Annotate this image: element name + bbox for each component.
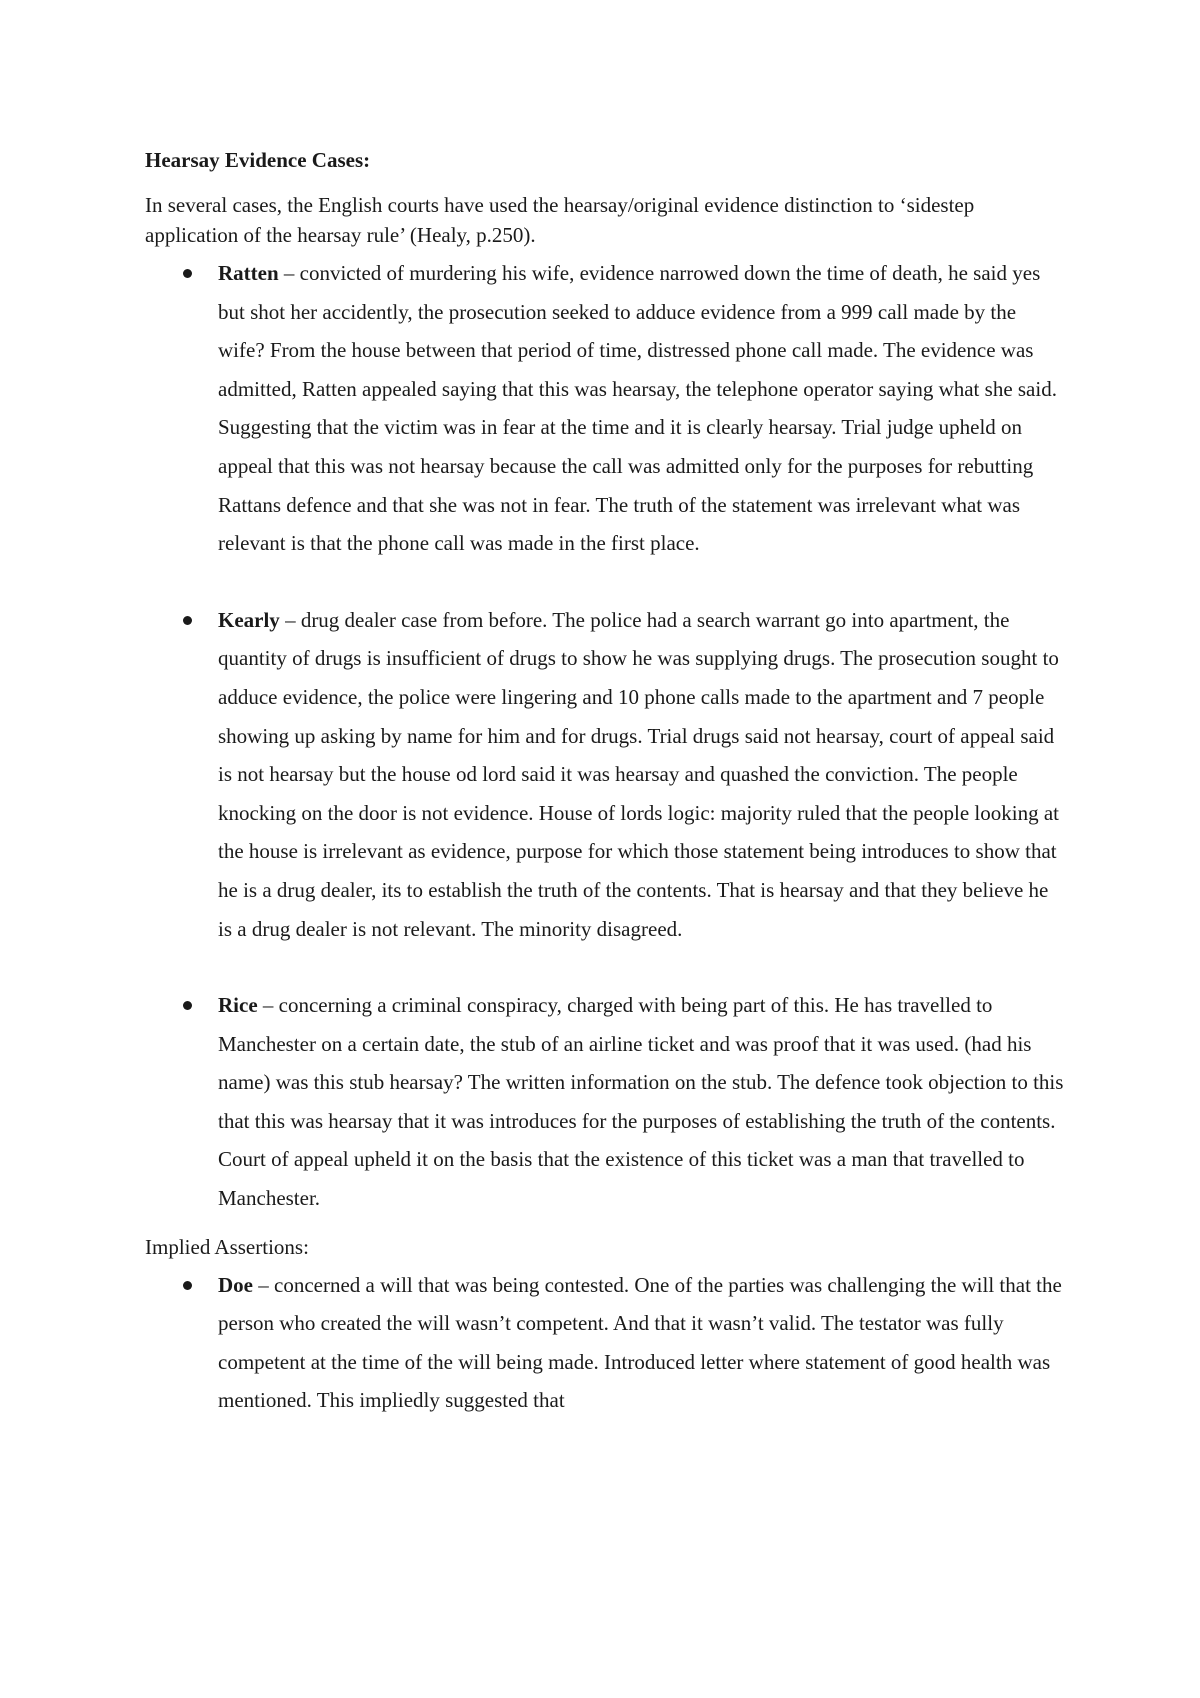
case-name: Ratten bbox=[218, 261, 279, 285]
case-name: Doe bbox=[218, 1272, 253, 1297]
page-title: Hearsay Evidence Cases: bbox=[145, 148, 371, 172]
bullet-icon bbox=[183, 1001, 192, 1010]
case-text: – drug dealer case from before. The police had a search warrant go into apartment, the quantity of drugs is insufficient of drugs to show he was supplying drugs. The prosecution sought to adduce evidence, the police were lingering and 10 phone calls made to the apartment and 7 people showing up asking by name for him and for drugs. Trial drugs said not hearsay, court of appeal said is not hearsay but the house od lord said it was hearsay and quashed the conviction. The people knocking on the door is not evidence. House of lords logic: majority ruled that the people looking at the house is irrelevant as evidence, purpose for which those statement being introduces to show that he is a drug dealer, its to establish the truth of the contents. That is hearsay and that they believe he is a drug dealer is not relevant. The minority disagreed. bbox=[218, 607, 1059, 941]
list-item bbox=[145, 254, 1065, 563]
bullet-icon bbox=[183, 616, 192, 625]
case-text: – concerning a criminal conspiracy, charged with being part of this. He has travelled to Manchester on a certain date, the stub of an airline ticket and was proof that it was used. (had his name) was this stub hearsay? The written information on the stub. The defence took objection to this that this was hearsay that it was introduces for the purposes of establishing the truth of the contents. Court of appeal upheld it on the basis that the existence of this ticket was a man that travelled to Manchester. bbox=[218, 993, 1064, 1211]
list-item bbox=[145, 601, 1065, 948]
section-heading: Implied Assertions: bbox=[145, 1234, 309, 1259]
list-item bbox=[145, 1266, 1065, 1420]
case-text: – convicted of murdering his wife, evidence narrowed down the time of death, he said yes but shot her accidently, the prosecution seeked to adduce evidence from a 999 call made by the wife? From the house between that period of time, distressed phone call made. The evidence was admitted, Ratten appealed saying that this was hearsay, the telephone operator saying what she said. Suggesting that the victim was in fear at the time and it is clearly hearsay. Trial judge upheld on appeal that this was not hearsay because the call was admitted only for the purposes for rebutting Rattans defence and that she was not in fear. The truth of the statement was irrelevant what was relevant is that the phone call was made in the first place. bbox=[218, 261, 1057, 556]
bullet-icon bbox=[183, 269, 192, 278]
case-name: Kearly bbox=[218, 607, 280, 632]
implied-assertion-list bbox=[145, 1266, 1065, 1420]
hearsay-case-list bbox=[145, 254, 1065, 1218]
bullet-icon bbox=[183, 1281, 192, 1290]
case-name: Rice bbox=[218, 993, 258, 1018]
case-text: – concerned a will that was being contested. One of the parties was challenging the will that the person who created the will wasn’t competent. And that it wasn’t valid. The testator was fully competent at the time of the will being made. Introduced letter where statement of good health was mentioned. This impliedly suggested that bbox=[218, 1272, 1062, 1413]
document-body bbox=[145, 146, 1065, 1420]
list-item bbox=[145, 986, 1065, 1218]
intro-paragraph: In several cases, the English courts have used the hearsay/original evidence distinction to ‘sidestep application of the hearsay rule’ (Healy, p.250). bbox=[145, 193, 975, 247]
